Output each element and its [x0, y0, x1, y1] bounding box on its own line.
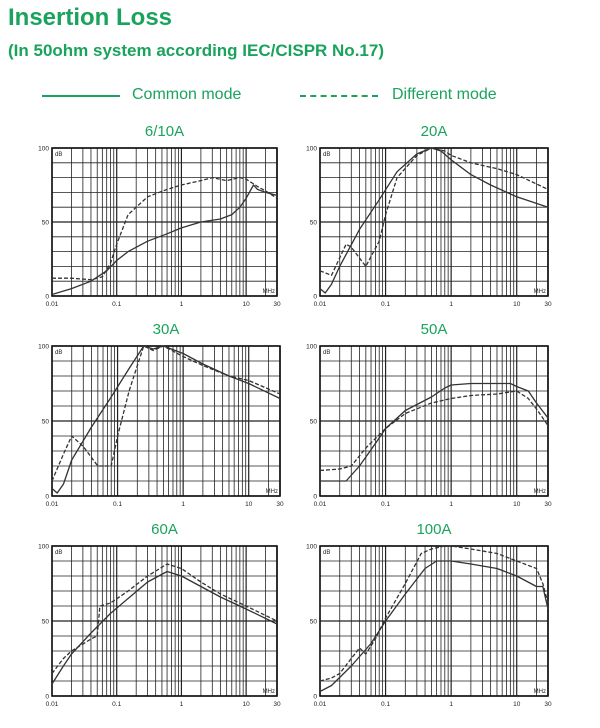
y-tick-label: 50: [41, 418, 49, 426]
y-tick-label: 100: [306, 145, 317, 153]
x-axis-unit: MHz: [262, 689, 275, 695]
x-tick-label: 0.01: [313, 301, 327, 308]
y-axis-unit: dB: [55, 550, 63, 556]
x-tick-label: 0.1: [381, 701, 391, 708]
x-tick-label: 10: [245, 501, 253, 508]
y-tick-label: 50: [41, 219, 49, 227]
y-tick-label: 50: [309, 418, 317, 426]
x-tick-label: 10: [513, 501, 521, 508]
chart-panel: [306, 521, 552, 708]
x-axis-unit: MHz: [533, 689, 546, 695]
x-tick-label: 0.01: [45, 501, 59, 508]
x-axis-unit: MHz: [265, 489, 278, 495]
y-tick-label: 100: [38, 145, 49, 153]
x-tick-label: 10: [513, 701, 521, 708]
y-tick-label: 0: [45, 493, 49, 501]
y-tick-label: 0: [45, 693, 49, 701]
x-axis-unit: MHz: [262, 289, 275, 295]
chart-panel: [306, 321, 552, 508]
y-tick-label: 0: [313, 693, 317, 701]
y-tick-label: 0: [313, 293, 317, 301]
x-tick-label: 0.01: [45, 301, 59, 308]
chart-panel: [38, 123, 281, 308]
y-axis-unit: dB: [55, 350, 63, 356]
x-tick-label: 10: [242, 701, 250, 708]
x-tick-label: 1: [179, 301, 184, 308]
page-title: Insertion Loss: [8, 4, 173, 31]
chart-title: 30A: [152, 321, 180, 338]
x-tick-label: 30: [273, 301, 281, 308]
y-tick-label: 0: [313, 493, 317, 501]
y-axis-unit: dB: [323, 550, 331, 556]
chart-title: 60A: [151, 521, 178, 538]
y-axis-unit: dB: [323, 152, 331, 158]
x-tick-label: 0.01: [313, 701, 327, 708]
x-axis-unit: MHz: [533, 289, 546, 295]
y-tick-label: 50: [41, 618, 49, 626]
x-tick-label: 0.1: [381, 301, 391, 308]
x-axis-unit: MHz: [533, 489, 546, 495]
x-tick-label: 10: [513, 301, 521, 308]
y-axis-unit: dB: [55, 152, 63, 158]
x-tick-label: 10: [242, 301, 250, 308]
chart-panel: [306, 123, 552, 308]
y-tick-label: 50: [309, 219, 317, 227]
page-subtitle: (In 50ohm system according IEC/CISPR No.17): [8, 41, 384, 60]
chart-title: 100A: [416, 521, 452, 538]
y-tick-label: 0: [45, 293, 49, 301]
x-tick-label: 0.01: [45, 701, 59, 708]
legend-common-label: Common mode: [132, 86, 242, 103]
chart-title: 20A: [420, 123, 448, 140]
x-tick-label: 1: [449, 501, 453, 508]
x-tick-label: 30: [276, 501, 284, 508]
x-tick-label: 0.1: [112, 701, 122, 708]
y-tick-label: 100: [306, 343, 317, 351]
y-tick-label: 100: [38, 343, 49, 351]
x-tick-label: 1: [181, 501, 185, 508]
x-tick-label: 0.01: [313, 501, 327, 508]
chart-panel: [38, 321, 284, 508]
x-tick-label: 0.1: [381, 501, 391, 508]
y-axis-unit: dB: [323, 350, 331, 356]
x-tick-label: 30: [544, 701, 552, 708]
x-tick-label: 1: [179, 701, 184, 708]
y-tick-label: 100: [38, 543, 49, 551]
y-tick-label: 50: [309, 618, 317, 626]
x-tick-label: 1: [449, 701, 453, 708]
x-tick-label: 30: [544, 301, 552, 308]
chart-title: 50A: [420, 321, 448, 338]
x-tick-label: 30: [544, 501, 552, 508]
x-tick-label: 1: [449, 301, 453, 308]
x-tick-label: 0.1: [113, 501, 123, 508]
chart-title: 6/10A: [144, 123, 185, 140]
chart-panel: [38, 521, 281, 708]
legend-different-label: Different mode: [392, 86, 497, 103]
x-tick-label: 30: [273, 701, 281, 708]
y-tick-label: 100: [306, 543, 317, 551]
x-tick-label: 0.1: [112, 301, 122, 308]
